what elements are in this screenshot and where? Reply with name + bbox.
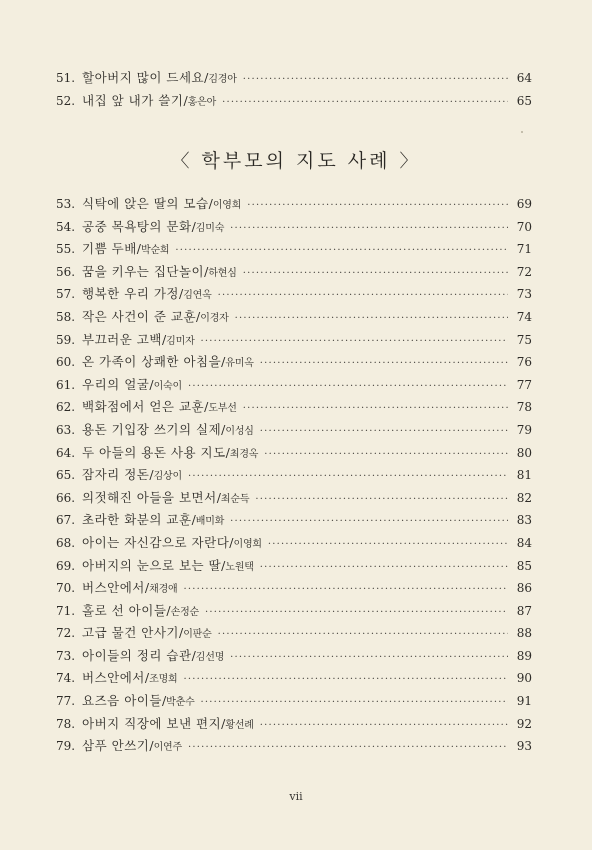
page-folio: vii xyxy=(289,790,303,803)
entry-author: 이연주 xyxy=(153,742,182,754)
entry-leader-dots xyxy=(260,421,508,444)
entry-page-number: 72 xyxy=(516,264,532,279)
entry-page-number: 86 xyxy=(516,581,532,596)
entry-leader-dots xyxy=(260,715,508,738)
entry-title: 할아버지 많이 드세요 xyxy=(82,70,205,85)
entry-number: 79. xyxy=(56,739,76,754)
entry-page-number: 76 xyxy=(516,355,532,370)
entry-page-number: 69 xyxy=(516,197,532,211)
entry-leader-dots xyxy=(260,353,508,376)
entry-page-number: 65 xyxy=(516,93,532,108)
entry-number: 64. xyxy=(56,445,76,460)
toc-entry xyxy=(56,487,532,510)
entry-page-number: 92 xyxy=(516,716,532,731)
entry-title: 내집 앞 내가 쓸기 xyxy=(82,92,184,108)
entry-leader-dots xyxy=(184,669,509,692)
entry-author: 홍은아 xyxy=(187,96,217,108)
entry-number: 73. xyxy=(56,648,76,663)
entry-separator: / xyxy=(221,715,226,731)
entry-number: 74. xyxy=(56,671,76,686)
entry-leader-dots xyxy=(230,218,508,241)
entry-page-number: 83 xyxy=(516,513,532,528)
entry-author: 손정순 xyxy=(170,606,200,618)
entry-title: 작은 사건이 준 교훈 xyxy=(82,308,197,324)
entry-separator: / xyxy=(204,70,209,85)
toc-entry xyxy=(56,735,532,758)
entry-separator: / xyxy=(136,241,141,257)
entry-page-number: 79 xyxy=(516,422,532,437)
entry-leader-dots xyxy=(260,557,508,580)
entry-author: 최경옥 xyxy=(229,448,259,460)
entry-separator: / xyxy=(221,354,226,370)
entry-title: 버스안에서 xyxy=(82,670,145,686)
entry-number: 77. xyxy=(56,694,76,709)
entry-title: 공중 목욕탕의 문화 xyxy=(82,218,192,234)
entry-page-number: 88 xyxy=(516,626,532,641)
toc-entry xyxy=(56,645,532,668)
entry-leader-dots xyxy=(218,285,508,308)
entry-author: 박순희 xyxy=(141,245,170,257)
entry-title: 아버지의 눈으로 보는 딸 xyxy=(82,557,222,573)
entry-author: 김연옥 xyxy=(183,290,212,302)
entry-page-number: 73 xyxy=(516,287,532,302)
entry-number: 54. xyxy=(56,219,76,234)
entry-author: 노원택 xyxy=(225,561,254,573)
paper-speck xyxy=(521,131,523,133)
entry-number: 70. xyxy=(56,581,76,596)
toc-list-top xyxy=(56,67,532,112)
entry-leader-dots xyxy=(255,489,508,512)
toc-entry xyxy=(56,622,532,645)
entry-number: 66. xyxy=(56,490,76,505)
entry-leader-dots xyxy=(175,240,508,263)
toc-entry xyxy=(56,509,532,532)
entry-separator: / xyxy=(221,421,226,437)
toc-entry xyxy=(56,555,532,578)
entry-number: 62. xyxy=(56,400,76,415)
entry-title: 온 가족이 상쾌한 아침을 xyxy=(82,354,222,370)
entry-page-number: 85 xyxy=(516,558,532,573)
toc-entry xyxy=(56,464,532,487)
entry-leader-dots xyxy=(268,534,508,557)
entry-separator: / xyxy=(204,399,209,415)
entry-number: 65. xyxy=(56,468,76,483)
entry-page-number: 75 xyxy=(516,332,532,347)
toc-entry xyxy=(56,283,532,306)
entry-leader-dots xyxy=(247,195,508,218)
entry-separator: / xyxy=(149,467,154,483)
entry-separator: / xyxy=(204,263,209,279)
toc-entry xyxy=(56,329,532,352)
entry-separator: / xyxy=(191,218,196,234)
entry-separator: / xyxy=(161,693,167,709)
toc-entry xyxy=(56,216,532,239)
entry-author: 유미옥 xyxy=(225,358,254,370)
entry-leader-dots xyxy=(222,92,508,115)
entry-author: 김상이 xyxy=(153,471,182,483)
entry-separator: / xyxy=(178,286,184,302)
toc-entry xyxy=(56,306,532,329)
entry-page-number: 71 xyxy=(516,242,532,257)
entry-number: 68. xyxy=(56,535,76,550)
entry-leader-dots xyxy=(188,737,508,760)
entry-title: 의젓해진 아들을 보면서 xyxy=(82,489,217,505)
toc-entry xyxy=(56,442,532,465)
entry-number: 63. xyxy=(56,422,76,437)
toc-entry xyxy=(56,67,532,90)
entry-page-number: 87 xyxy=(516,603,532,618)
entry-page-number: 70 xyxy=(516,219,532,234)
entry-number: 78. xyxy=(56,716,76,731)
entry-author: 도부선 xyxy=(208,403,237,415)
entry-title: 행복한 우리 가정 xyxy=(82,286,179,302)
toc-entry xyxy=(56,577,532,600)
entry-number: 61. xyxy=(56,377,76,392)
entry-leader-dots xyxy=(205,602,508,625)
entry-number: 58. xyxy=(56,309,76,324)
toc-entry xyxy=(56,690,532,713)
toc-entry xyxy=(56,351,532,374)
entry-leader-dots xyxy=(230,647,508,670)
entry-separator: / xyxy=(144,670,150,686)
entry-number: 71. xyxy=(56,603,76,618)
entry-page-number: 91 xyxy=(516,694,532,709)
entry-leader-dots xyxy=(184,579,509,602)
entry-separator: / xyxy=(166,602,171,618)
entry-author: 김미자 xyxy=(166,335,195,347)
entry-separator: / xyxy=(191,647,196,663)
entry-author: 이영희 xyxy=(212,200,242,211)
entry-page-number: 82 xyxy=(516,490,532,505)
toc-entry xyxy=(56,238,532,261)
entry-leader-dots xyxy=(243,398,508,421)
entry-author: 최순득 xyxy=(220,493,250,505)
entry-number: 52. xyxy=(56,93,76,108)
entry-number: 51. xyxy=(56,71,76,85)
entry-separator: / xyxy=(225,444,230,460)
toc-entry xyxy=(56,532,532,555)
heading-text: 학부모의 지도 사례 xyxy=(201,150,391,172)
toc-entry xyxy=(56,667,532,690)
entry-author: 이경자 xyxy=(200,312,229,324)
entry-number: 57. xyxy=(56,287,76,302)
entry-title: 아이들의 정리 습관 xyxy=(82,647,192,663)
entry-page-number: 93 xyxy=(516,739,532,754)
entry-separator: / xyxy=(183,92,188,108)
entry-author: 이판순 xyxy=(183,629,212,641)
entry-author: 배미화 xyxy=(195,516,225,528)
toc-entry xyxy=(56,713,532,736)
entry-leader-dots xyxy=(188,466,508,489)
entry-number: 53. xyxy=(56,197,76,211)
entry-separator: / xyxy=(149,376,154,392)
entry-title: 우리의 얼굴 xyxy=(82,376,150,392)
entry-title: 식탁에 앉은 딸의 모습 xyxy=(82,196,209,211)
entry-number: 69. xyxy=(56,558,76,573)
entry-author: 이성심 xyxy=(225,425,254,437)
entry-separator: / xyxy=(178,625,184,641)
entry-separator: / xyxy=(208,196,213,211)
entry-separator: / xyxy=(144,580,150,596)
entry-page-number: 84 xyxy=(516,535,532,550)
entry-leader-dots xyxy=(188,376,508,399)
entry-title: 꿈을 키우는 집단놀이 xyxy=(82,263,205,279)
entry-number: 67. xyxy=(56,513,76,528)
entry-leader-dots xyxy=(235,308,508,331)
entry-number: 55. xyxy=(56,242,76,257)
toc-entry xyxy=(56,374,532,397)
entry-author: 이영희 xyxy=(233,538,262,550)
toc-entry xyxy=(56,419,532,442)
entry-page-number: 74 xyxy=(516,309,532,324)
entry-separator: / xyxy=(149,738,154,754)
entry-page-number: 89 xyxy=(516,648,532,663)
section-heading xyxy=(0,146,592,173)
heading-open-bracket: 〈 xyxy=(171,151,193,172)
entry-page-number: 81 xyxy=(516,468,532,483)
entry-page-number: 78 xyxy=(516,400,532,415)
entry-number: 59. xyxy=(56,332,76,347)
entry-separator: / xyxy=(221,557,226,573)
entry-author: 김미숙 xyxy=(195,222,225,234)
entry-separator: / xyxy=(161,331,167,347)
entry-separator: / xyxy=(229,534,234,550)
entry-leader-dots xyxy=(201,692,508,715)
entry-leader-dots xyxy=(230,511,508,534)
toc-entry xyxy=(56,600,532,623)
entry-title: 초라한 화분의 교훈 xyxy=(82,512,192,528)
entry-title: 요즈음 아이들 xyxy=(82,693,162,709)
entry-author: 조명희 xyxy=(149,674,178,686)
entry-leader-dots xyxy=(243,69,508,92)
entry-title: 잠자리 정돈 xyxy=(82,467,150,483)
entry-author: 박춘수 xyxy=(166,697,195,709)
entry-author: 이숙이 xyxy=(153,380,182,392)
entry-page-number: 77 xyxy=(516,377,532,392)
toc-entry xyxy=(56,261,532,284)
entry-page-number: 80 xyxy=(516,445,532,460)
entry-title: 삼푸 안쓰기 xyxy=(82,738,150,754)
entry-title: 홀로 선 아이들 xyxy=(82,602,167,618)
entry-title: 용돈 기입장 쓰기의 실제 xyxy=(82,421,222,437)
entry-title: 고급 물건 안사기 xyxy=(82,625,179,641)
entry-title: 부끄러운 고백 xyxy=(82,331,162,347)
heading-close-bracket: 〉 xyxy=(399,151,421,172)
entry-separator: / xyxy=(191,512,196,528)
entry-separator: / xyxy=(196,308,201,324)
toc-list-main xyxy=(56,193,532,758)
toc-entry xyxy=(56,193,532,216)
entry-author: 김선명 xyxy=(195,651,225,663)
entry-author: 채경애 xyxy=(149,584,178,596)
entry-author: 김경아 xyxy=(208,74,237,85)
toc-entry xyxy=(56,396,532,419)
entry-title: 아이는 자신감으로 자란다 xyxy=(82,534,230,550)
entry-number: 56. xyxy=(56,264,76,279)
entry-leader-dots xyxy=(264,444,508,467)
entry-title: 아버지 직장에 보낸 편지 xyxy=(82,715,222,731)
entry-leader-dots xyxy=(218,624,508,647)
entry-author: 황선례 xyxy=(225,719,254,731)
entry-number: 60. xyxy=(56,355,76,370)
entry-leader-dots xyxy=(201,331,508,354)
entry-page-number: 64 xyxy=(516,71,532,85)
entry-leader-dots xyxy=(243,263,508,286)
entry-title: 버스안에서 xyxy=(82,580,145,596)
entry-title: 백화점에서 얻은 교훈 xyxy=(82,399,205,415)
entry-separator: / xyxy=(216,489,221,505)
entry-title: 기쁨 두배 xyxy=(82,241,137,257)
entry-page-number: 90 xyxy=(516,671,532,686)
entry-title: 두 아들의 용돈 사용 지도 xyxy=(82,444,226,460)
entry-author: 하현심 xyxy=(208,267,237,279)
entry-number: 72. xyxy=(56,626,76,641)
toc-entry xyxy=(56,90,532,113)
